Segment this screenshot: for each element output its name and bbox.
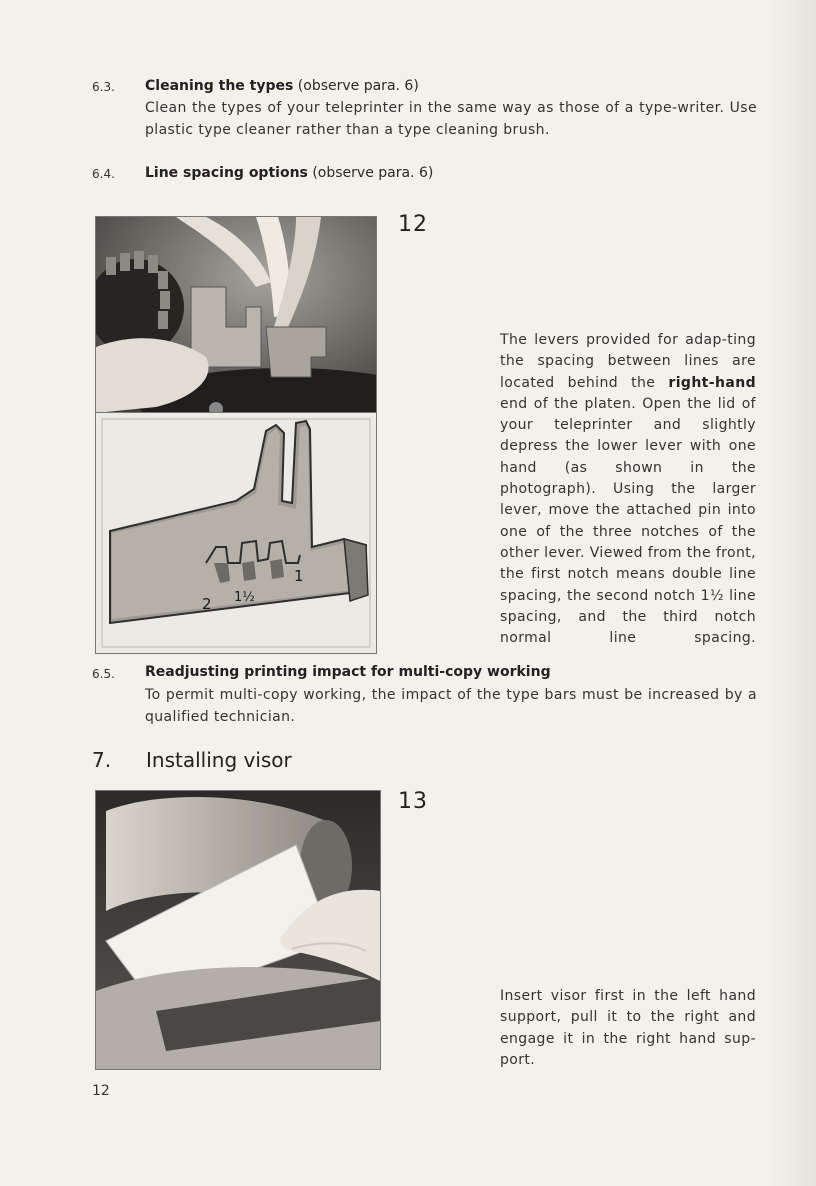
diagram-label-2: 2	[202, 595, 212, 613]
figure-number: 12	[398, 212, 428, 237]
caption-text: The levers provided for adap-ting the spacing between lines are located behind the	[500, 332, 756, 391]
para-number: 6.4.	[92, 167, 115, 181]
page-number: 12	[92, 1083, 110, 1099]
page-shading	[768, 0, 816, 1186]
para-note: (observe para. 6)	[293, 78, 419, 94]
photo-hands-on-levers	[95, 216, 377, 414]
diagram-label-1: 1	[294, 567, 304, 585]
caption-emphasis: right-hand	[668, 374, 756, 391]
para-body: Clean the types of your teleprinter in the same way as those of a type-writer. Use plastic type cleaner rather than a type cleaning brush.	[145, 100, 757, 138]
para-title: Line spacing options	[145, 165, 308, 181]
para-body: To permit multi-copy working, the impact of the type bars must be increased by a qualified technician.	[145, 687, 757, 725]
lever-diagram	[95, 412, 377, 654]
para-number: 6.5.	[92, 667, 115, 681]
para-title: Readjusting printing impact for multi-copy working	[145, 664, 551, 680]
diagram-label-1-half: 1½	[234, 590, 255, 605]
para-heading	[145, 165, 433, 181]
para-title: Cleaning the types	[145, 78, 294, 94]
section-number: 7.	[92, 748, 112, 772]
caption-text: end of the platen. Open the lid of your teleprinter and slightly depress the lower lever with one hand (as shown in the photograph). Using the larger lever, move the attached pin into one of the three notches of the other lever. Viewed from the front, the first notch means double line spacing, the second notch 1½ line spacing, and the third notch normal line spacing.	[500, 395, 756, 647]
para-number: 6.3.	[92, 80, 115, 94]
figure-12-caption	[500, 330, 756, 649]
para-heading	[145, 78, 419, 94]
figure-13-caption: Insert visor first in the left hand support, pull it to the right and engage it in the right hand sup-port.	[500, 988, 756, 1068]
photo-installing-visor	[95, 790, 381, 1070]
section-title: Installing visor	[146, 748, 292, 772]
para-note: (observe para. 6)	[307, 165, 434, 181]
para-heading	[145, 664, 551, 680]
figure-number: 13	[398, 789, 428, 814]
section-heading	[92, 748, 292, 772]
